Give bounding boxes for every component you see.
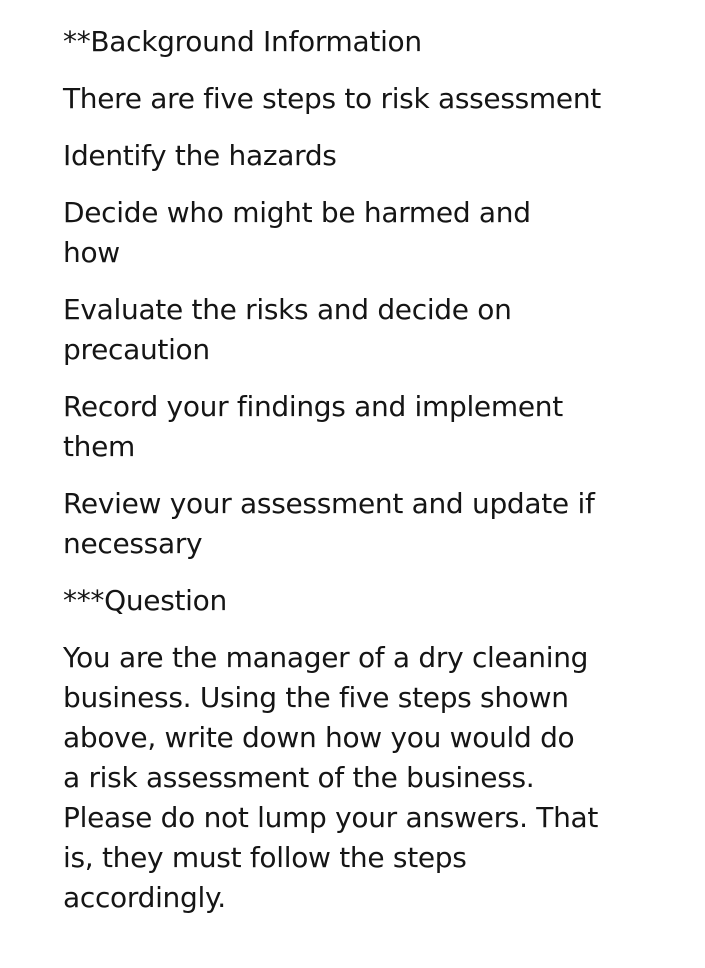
- step-4-line-2: them: [63, 430, 136, 463]
- step-3-line-1: Evaluate the risks and decide on: [63, 293, 512, 326]
- background-heading: **Background Information: [63, 25, 422, 58]
- question-line-5: Please do not lump your answers. That: [63, 801, 599, 834]
- step-3-line-2: precaution: [63, 333, 210, 366]
- step-2-line-1: Decide who might be harmed and: [63, 196, 531, 229]
- step-5-line-1: Review your assessment and update if: [63, 487, 595, 520]
- question-line-6: is, they must follow the steps: [63, 841, 467, 874]
- document-body: [63, 22, 673, 935]
- step-4-text: [63, 387, 673, 467]
- question-line-1: You are the manager of a dry cleaning: [63, 641, 589, 674]
- step-1-text: Identify the hazards: [63, 139, 337, 172]
- question-line-2: business. Using the five steps shown: [63, 681, 569, 714]
- question-text: [63, 638, 673, 918]
- step-2-line-2: how: [63, 236, 120, 269]
- step-4-line-1: Record your findings and implement: [63, 390, 563, 423]
- question-line-7: accordingly.: [63, 881, 226, 914]
- step-5-text: [63, 484, 673, 564]
- step-2-text: [63, 193, 673, 273]
- step-3-text: [63, 290, 673, 370]
- question-line-3: above, write down how you would do: [63, 721, 575, 754]
- question-heading: ***Question: [63, 584, 227, 617]
- step-5-line-2: necessary: [63, 527, 203, 560]
- question-line-4: a risk assessment of the business.: [63, 761, 535, 794]
- intro-text: There are five steps to risk assessment: [63, 82, 601, 115]
